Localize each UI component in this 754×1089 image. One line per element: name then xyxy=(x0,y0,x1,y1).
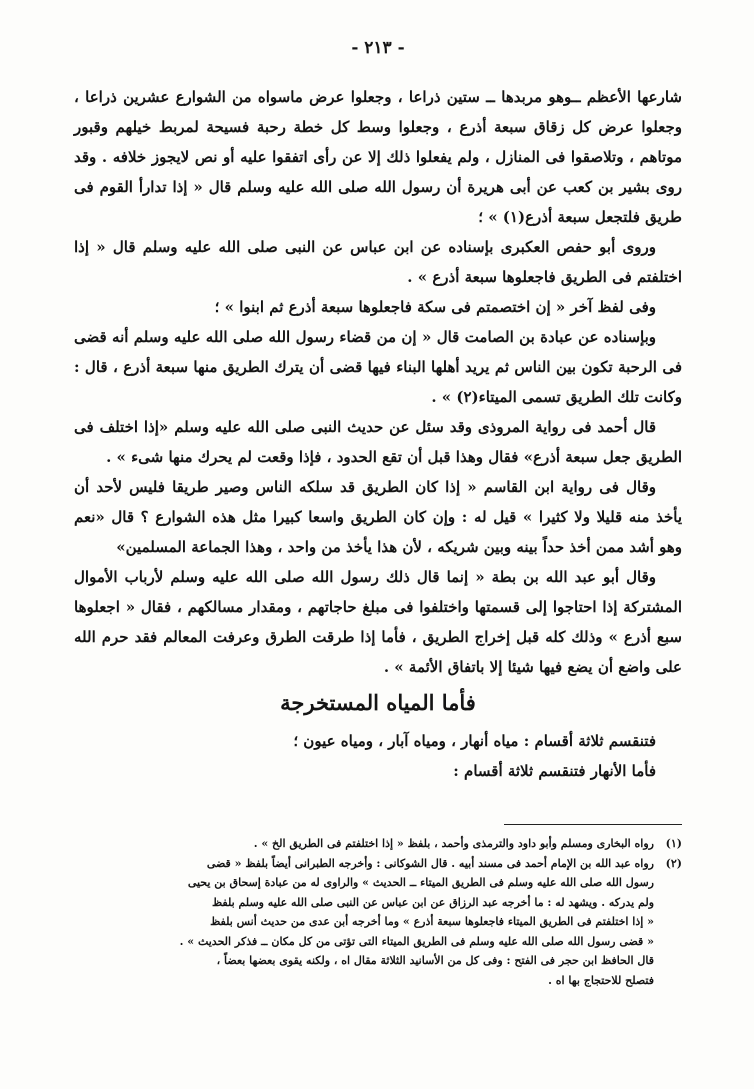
footnote-1 xyxy=(74,834,682,854)
main-text xyxy=(74,82,682,786)
footnote-text xyxy=(74,854,654,991)
footnote-divider xyxy=(504,824,682,825)
section-line: فتنقسم ثلاثة أقسام : مياه أنهار ، ومياه آبار ، ومياه عيون ؛ xyxy=(293,732,656,750)
paragraph: وفى لفظ آخر « إن اختصمتم فى سكة فاجعلوها سبعة أذرع ثم ابنوا » ؛ xyxy=(214,298,656,316)
footnote-line: ولم يدركه . ويشهد له : ما أخرجه عبد الرزاق عن ابن عباس عن النبى صلى الله عليه وسلم بلفظ xyxy=(211,895,654,909)
footnote-2 xyxy=(74,854,682,991)
footnote-line: فتصلح للاحتجاج بها اه . xyxy=(548,973,654,987)
footnote-line: رواه عبد الله بن الإمام أحمد فى مسند أبيه . قال الشوكانى : وأخرجه الطبرانى أيضاً بلفظ « قضى xyxy=(206,856,654,870)
paragraph: وقال فى رواية ابن القاسم « إذا كان الطريق قد سلكه الناس وصير طريقا فليس لأحد أن يأخذ منه قليلا ولا كثيرا » قيل له : وإن كان الطريق واسعا كبيرا مثل هذه الشوارع ؟ قال «نعم وهو أشد ممن أخذ حداً بينه وبين شريكه ، لأن هذا يأخذ من واحد ، وهذا الجماعة المسلمين» xyxy=(74,478,682,556)
paragraph: قال أحمد فى رواية المروذى وقد سئل عن حديث النبى صلى الله عليه وسلم «إذا اختلف فى الطريق جعل سبعة أذرع» فقال وهذا قبل أن تقع الحدود ، فإذا وقعت لم يحرك منها شىء » . xyxy=(74,418,682,466)
page-number: - ٢١٣ - xyxy=(351,38,405,58)
paragraph: وقال أبو عبد الله بن بطة « إنما قال ذلك رسول الله صلى الله عليه وسلم لأرباب الأموال المشتركة إذا احتاجوا إلى قسمتها واختلفوا فى مبلغ حاجاتهم ، ومقدار مسالكهم ، فقال « اجعلوها سبع أذرع » وذلك كله قبل إخراج الطريق ، فأما إذا طرقت الطرق وعرفت المعالم فقد حرم الله على واضع أن يضع فيها شيئا إلا باتفاق الأئمة » . xyxy=(74,568,682,676)
section-line: فأما الأنهار فتنقسم ثلاثة أقسام : xyxy=(453,762,656,780)
footnote-line: « إذا اختلفتم فى الطريق الميتاء فاجعلوها سبعة أذرع » وما أخرجه أبن عدى من حديث أنس بلفظ xyxy=(210,915,654,928)
section-heading: فأما المياه المستخرجة xyxy=(280,690,476,715)
footnote-text xyxy=(74,834,654,854)
paragraph: شارعها الأعظم ــوهو مربدها ــ ستين ذراعا ، وجعلوا عرض ماسواه من الشوارع عشرين ذراعا ، وجعلوا عرض كل زقاق سبعة أذرع ، وجعلوا وسط كل خطة رحبة فسيحة لمربط خيلهم وقبور موتاهم ، وتلاصقوا فى المنازل ، ولم يفعلوا ذلك إلا عن رأى اتفقوا عليه أو نص لايجوز خلافه . وقد روى بشير بن كعب عن أبى هريرة أن رسول الله صلى الله عليه وسلم قال « إذا تدارأ القوم فى طريق فلتجعل سبعة أذرع(١) » ؛ xyxy=(74,88,682,226)
footnote-line: قال الحافظ ابن حجر فى الفتح : وفى كل من الأسانيد الثلاثة مقال اه ، ولكنه يقوى بعضها بعضاً ، xyxy=(216,954,654,967)
footnote-line: رسول الله صلى الله عليه وسلم فى الطريق الميتاء ــ الحديث » والراوى له من عبادة إسحاق بن يحيى xyxy=(187,876,654,889)
footnote-label: (١) xyxy=(665,837,682,850)
paragraph: وبإسناده عن عبادة بن الصامت قال « إن من قضاء رسول الله صلى الله عليه وسلم أنه قضى فى الرحبة تكون بين الناس ثم يريد أهلها البناء فيها قضى أن يترك الطريق منها سبعة أذرع ، قال : وكانت تلك الطريق تسمى الميتاء(٢) » . xyxy=(74,328,682,406)
footnote-label: (٢) xyxy=(665,856,682,870)
footnote-line: « قضى رسول الله صلى الله عليه وسلم فى الطريق الميتاء التى تؤتى من كل مكان ــ فذكر الحديث » . xyxy=(179,934,654,948)
book-page xyxy=(74,0,682,1089)
footnotes xyxy=(74,834,682,990)
footnote-line: رواه البخارى ومسلم وأبو داود والترمذى وأحمد ، بلفظ « إذا اختلفتم فى الطريق الخ » . xyxy=(253,837,654,850)
paragraph: وروى أبو حفص العكبرى بإسناده عن ابن عباس عن النبى صلى الله عليه وسلم قال « إذا اختلفتم فى الطريق فاجعلوها سبعة أذرع » . xyxy=(74,238,682,286)
